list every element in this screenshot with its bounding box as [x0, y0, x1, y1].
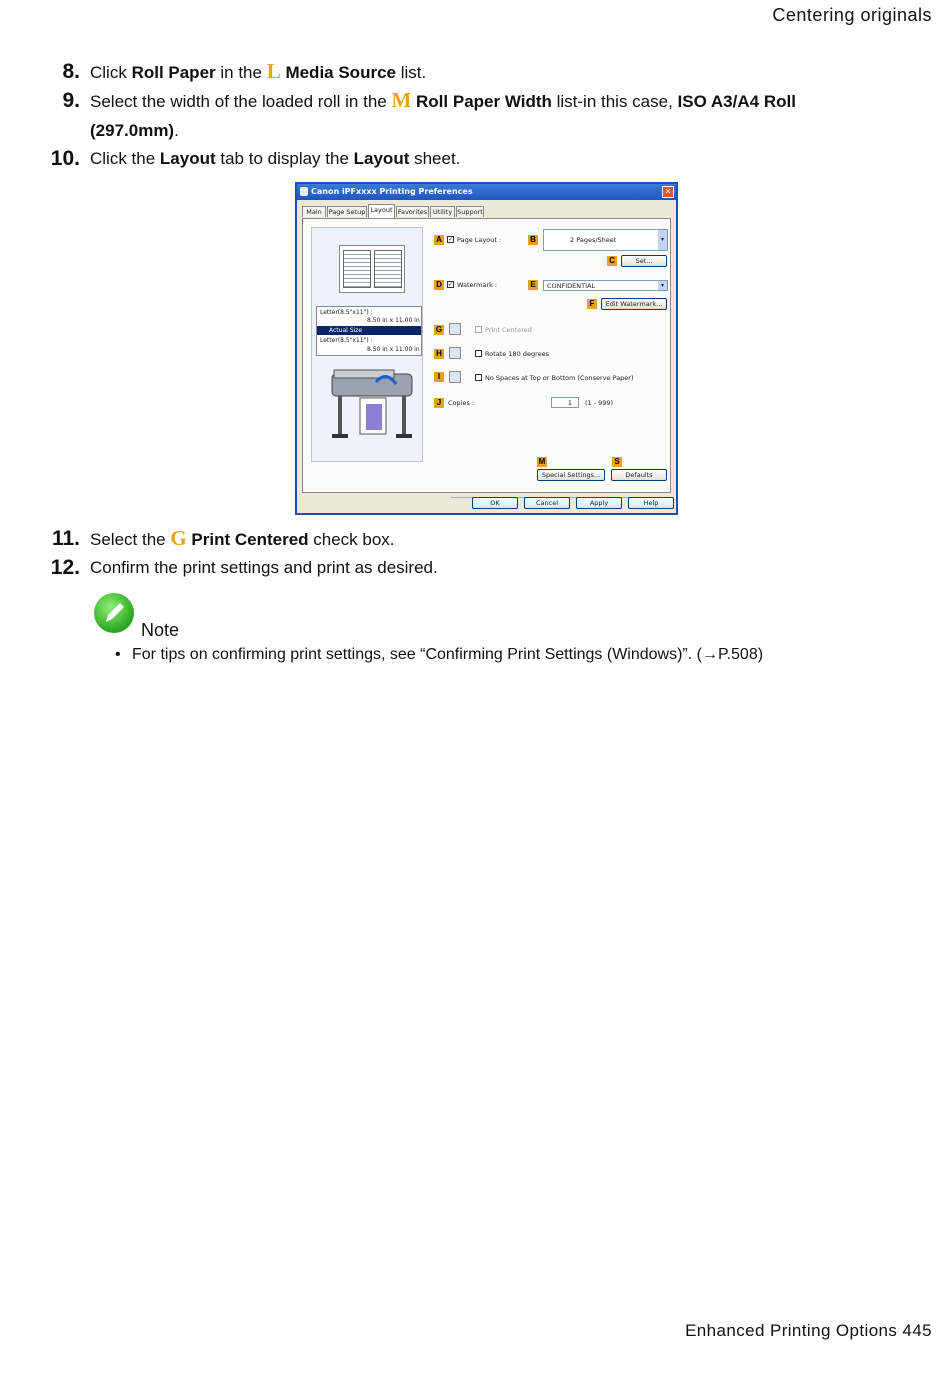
tab-page-setup[interactable]: Page Setup — [328, 208, 366, 216]
rotate-icon — [449, 347, 461, 359]
pencil-note-icon — [94, 593, 134, 633]
callout-h: H — [434, 349, 444, 359]
step-text: Confirm the print settings and print as desired. — [90, 558, 438, 577]
printing-preferences-dialog — [295, 182, 678, 515]
defaults-button[interactable]: Defaults — [611, 469, 667, 481]
callout-e: E — [528, 280, 538, 290]
ok-button[interactable]: OK — [472, 497, 518, 509]
chevron-down-icon: ▾ — [658, 281, 667, 290]
special-settings-button[interactable]: Special Settings... — [537, 469, 605, 481]
rotate-checkbox[interactable] — [475, 350, 482, 357]
page-preview-sheet — [339, 245, 405, 293]
copies-input[interactable]: 1 — [551, 397, 579, 408]
chevron-down-icon: ▾ — [658, 230, 667, 250]
layout-preview — [311, 227, 423, 462]
tab-favorites[interactable]: Favorites — [397, 208, 428, 216]
step-number: 11. — [51, 527, 80, 550]
step-text: Select the G Print Centered check box. — [90, 526, 395, 550]
note-heading: Note — [141, 620, 180, 640]
page-1-thumbnail — [343, 250, 371, 288]
close-icon[interactable]: ✕ — [662, 186, 674, 198]
step-text: Select the width of the loaded roll in the M Roll Paper Width list-in this case, ISO A3/A4 Roll (297.0mm). — [90, 88, 796, 140]
page-layout-checkbox[interactable]: ✓ — [448, 236, 454, 243]
bullet: • — [115, 646, 121, 663]
tab-utility[interactable]: Utility — [430, 206, 455, 217]
step-number: 8. — [62, 60, 80, 83]
callout-s: S — [612, 457, 622, 467]
copies-label: Copies : — [448, 399, 475, 407]
callout-b: B — [528, 235, 538, 245]
no-spaces-checkbox[interactable] — [475, 374, 482, 381]
watermark-checkbox[interactable]: ✓ — [448, 281, 454, 288]
step-text: Click the Layout tab to display the Layout sheet. — [90, 149, 461, 168]
step-text: Click Roll Paper in the L Media Source list. — [90, 59, 427, 83]
copies-range: (1 - 999) — [585, 399, 614, 407]
set-button[interactable]: Set... — [621, 255, 667, 267]
no-spaces-label: No Spaces at Top or Bottom (Conserve Paper) — [485, 374, 634, 382]
tab-support[interactable]: Support — [457, 208, 483, 216]
tab-main[interactable]: Main — [302, 206, 326, 217]
pages-per-sheet-select[interactable]: 2 Pages/Sheet ▾ — [543, 229, 668, 251]
page-2-thumbnail — [374, 250, 402, 288]
step-number: 9. — [62, 89, 80, 112]
note-text: For tips on confirming print settings, see “Confirming Print Settings (Windows)”. (→P.508) — [132, 646, 764, 663]
tab-layout[interactable]: Layout — [368, 204, 395, 218]
callout-d: D — [434, 280, 444, 290]
actual-size-bar: Actual Size — [317, 326, 421, 335]
running-header: Centering originals — [772, 5, 932, 25]
conserve-paper-icon — [449, 371, 461, 383]
step-number: 10. — [50, 147, 80, 170]
callout-i: I — [434, 372, 444, 382]
callout-a: A — [434, 235, 444, 245]
watermark-label: Watermark : — [457, 281, 498, 289]
watermark-select[interactable]: CONFIDENTIAL ▾ — [543, 280, 668, 291]
print-centered-icon — [449, 323, 461, 335]
cancel-button[interactable]: Cancel — [524, 497, 570, 509]
print-centered-label: Print Centered — [485, 326, 532, 334]
page-layout-label: Page Layout : — [457, 236, 502, 244]
printer-illustration — [324, 364, 420, 444]
callout-letter: M — [391, 88, 412, 112]
callout-m: M — [538, 457, 546, 466]
layout-panel — [302, 218, 671, 493]
help-button[interactable]: Help — [628, 497, 674, 509]
callout-g: G — [435, 325, 443, 334]
callout-c: C — [607, 256, 617, 266]
print-centered-checkbox[interactable] — [475, 326, 482, 333]
page-footer: Enhanced Printing Options 445 — [685, 1321, 932, 1340]
callout-letter: L — [266, 59, 281, 83]
rotate-label: Rotate 180 degrees — [485, 350, 549, 358]
apply-button[interactable]: Apply — [576, 497, 622, 509]
paper-size-info: Letter(8.5"x11") : 8.50 in x 11.00 in Actual Size Letter(8.5"x11") : 8.50 in x 11.00 in — [316, 306, 422, 356]
callout-f: F — [587, 299, 597, 309]
printer-icon — [300, 187, 308, 196]
step-number: 12. — [50, 556, 80, 579]
callout-letter: G — [170, 526, 187, 550]
dialog-title: Canon iPFxxxx Printing Preferences — [311, 187, 473, 196]
callout-j: J — [434, 398, 444, 408]
dialog-titlebar — [297, 184, 676, 200]
edit-watermark-button[interactable]: Edit Watermark... — [601, 298, 667, 310]
